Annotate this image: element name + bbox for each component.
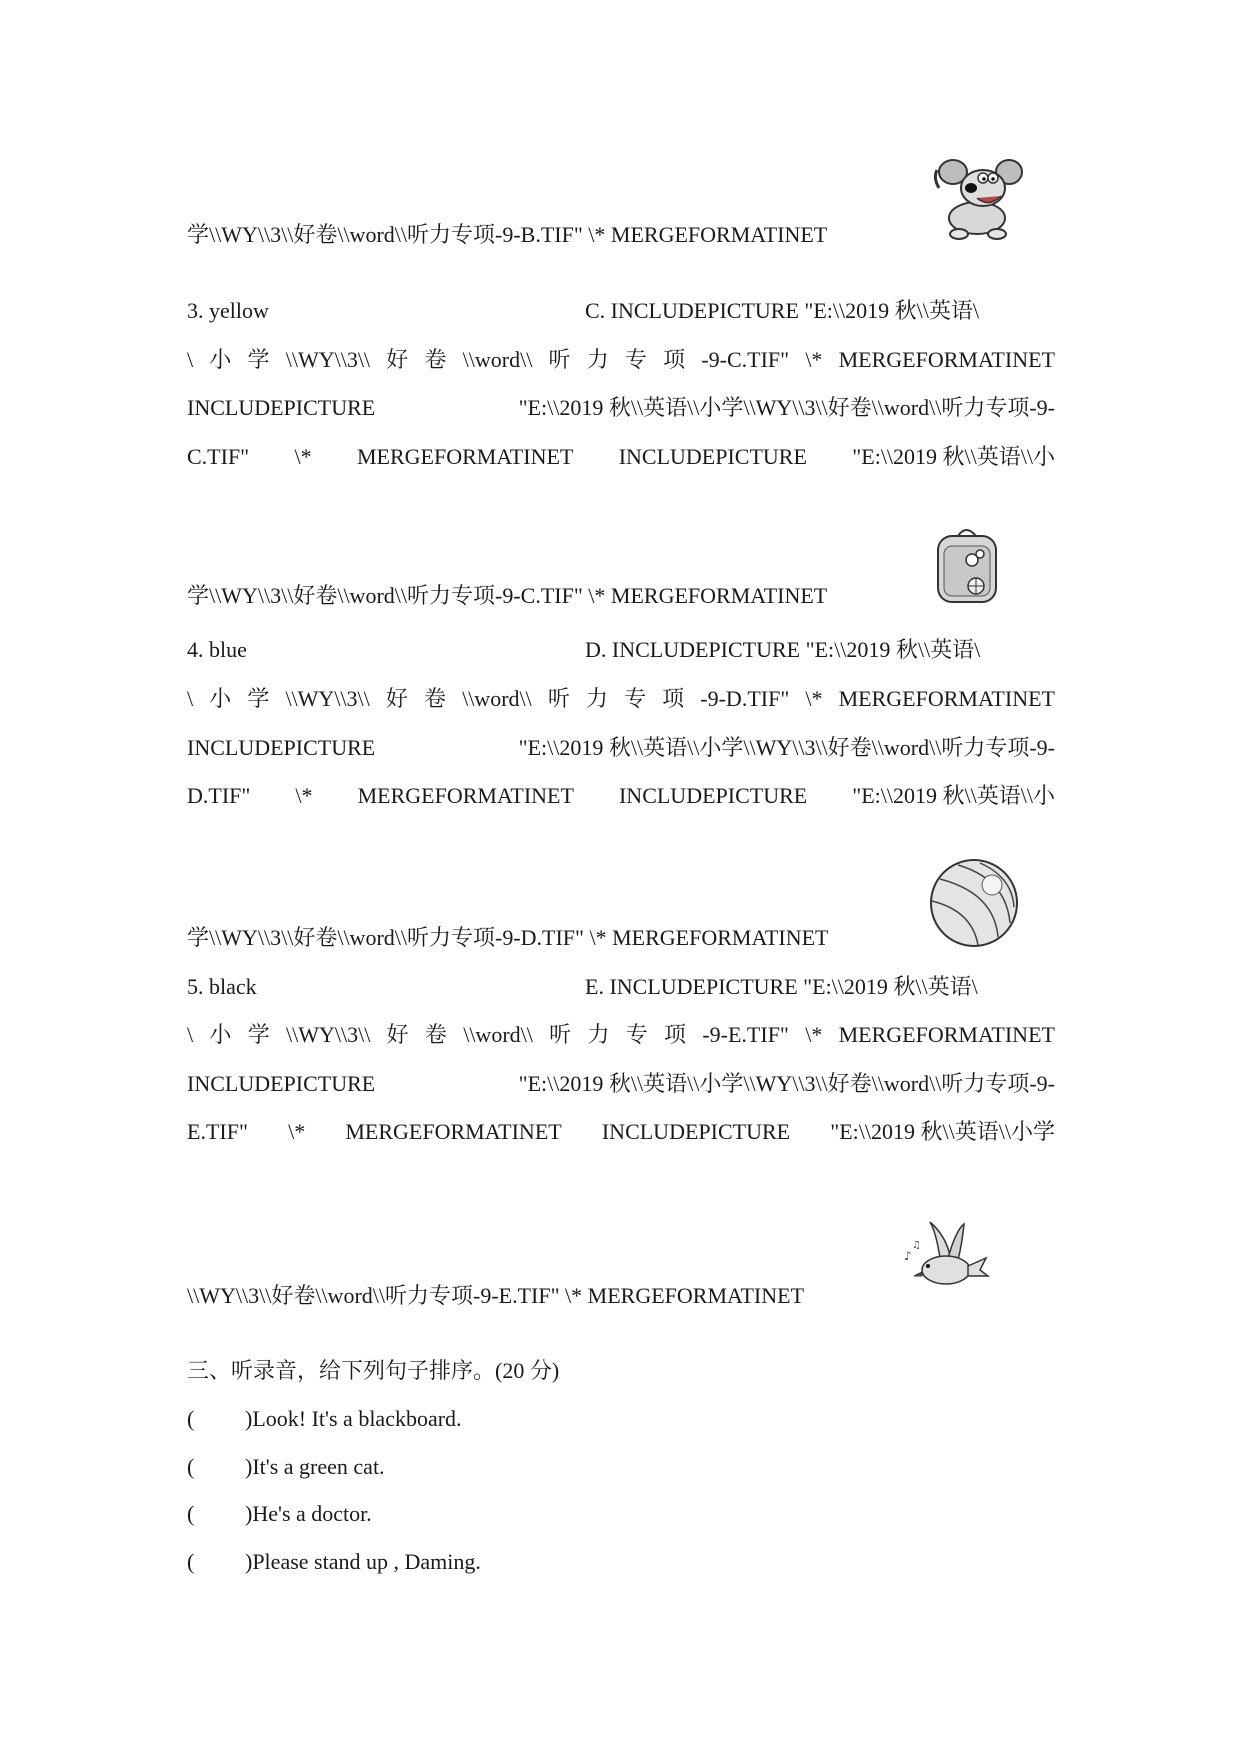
item-e-field-tail: \\WY\\3\\好卷\\word\\听力专项-9-E.TIF" \* MERGEFORMATINET [187, 1283, 805, 1308]
text-segment: 好 [385, 686, 408, 711]
text-segment: 小 [209, 1022, 232, 1047]
item-d-field-line-2 [187, 686, 1055, 712]
item-d-field-tail: 学\\WY\\3\\好卷\\word\\听力专项-9-D.TIF" \* MERGEFORMATINET [187, 925, 829, 950]
text-segment: "E:\\2019 秋\\英语\\小学\\WY\\3\\好卷\\word\\听力专项-9- [518, 735, 1055, 760]
item-c-field-line-4 [187, 444, 1055, 470]
item-c-field-line-2 [187, 347, 1055, 373]
backpack-picture [932, 524, 1002, 606]
text-segment: D.TIF" [187, 783, 251, 808]
text-segment: 听 [548, 347, 571, 372]
answer-blank[interactable]: ( [187, 1454, 195, 1479]
text-segment: "E:\\2019 秋\\英语\\小学\\WY\\3\\好卷\\word\\听力专项-9- [518, 395, 1055, 420]
item-e-field-line-2 [187, 1022, 1055, 1048]
text-segment: 听 [547, 686, 570, 711]
text-segment: "E:\\2019 秋\\英语\\小学\\WY\\3\\好卷\\word\\听力专项-9- [518, 1071, 1055, 1096]
text-segment: -9-D.TIF" [700, 686, 790, 711]
text-segment: MERGEFORMATINET [357, 783, 574, 808]
text-segment: 卷 [424, 1022, 447, 1047]
text-segment: INCLUDEPICTURE [187, 1071, 376, 1096]
text-segment: "E:\\2019 秋\\英语\\小 [852, 444, 1055, 469]
text-segment: INCLUDEPICTURE [601, 1119, 791, 1144]
item-d-field-line-4 [187, 783, 1055, 809]
text-segment: 好 [386, 1022, 409, 1047]
text-segment: \ [187, 1022, 194, 1047]
text-segment: 专 [624, 686, 647, 711]
text-segment: MERGEFORMATINET [838, 347, 1055, 372]
text-segment: \\word\\ [462, 347, 533, 372]
order-item [187, 1454, 385, 1480]
text-segment: 小 [209, 686, 232, 711]
text-segment: "E:\\2019 秋\\英语\\小学 [830, 1119, 1055, 1144]
text-segment: 力 [587, 1022, 610, 1047]
text-segment: \ [187, 347, 194, 372]
text-segment: \* [805, 686, 823, 711]
item-c-field-line-3 [187, 395, 1055, 421]
section-3-title: 三、听录音，给下列句子排序。(20 分) [187, 1358, 560, 1383]
text-segment: MERGEFORMATINET [838, 686, 1055, 711]
text-segment: \\WY\\3\\ [285, 347, 371, 372]
text-segment: \* [805, 1022, 823, 1047]
text-segment: E.TIF" [187, 1119, 248, 1144]
text-segment: 项 [664, 1022, 687, 1047]
text-segment: MERGEFORMATINET [345, 1119, 562, 1144]
item-c-field-tail: 学\\WY\\3\\好卷\\word\\听力专项-9-C.TIF" \* MERGEFORMATINET [187, 583, 828, 608]
text-segment: 学 [247, 1022, 270, 1047]
text-segment: MERGEFORMATINET [838, 1022, 1055, 1047]
text-segment: 卷 [424, 347, 447, 372]
sentence-text: )Please stand up , Daming. [245, 1549, 481, 1574]
text-segment: 听 [549, 1022, 572, 1047]
text-segment: 力 [585, 686, 608, 711]
text-segment: INCLUDEPICTURE [618, 783, 808, 808]
text-segment: \* [805, 347, 823, 372]
item-3-word: 3. yellow [187, 298, 269, 323]
text-segment: 项 [663, 347, 686, 372]
text-segment: -9-E.TIF" [702, 1022, 789, 1047]
answer-blank[interactable]: ( [187, 1501, 195, 1526]
item-e-option: E. INCLUDEPICTURE "E:\\2019 秋\\英语\ [585, 974, 978, 999]
text-segment: 力 [586, 347, 609, 372]
text-segment: MERGEFORMATINET [357, 444, 574, 469]
text-segment: 卷 [423, 686, 446, 711]
text-segment: \* [295, 783, 313, 808]
item-4-word: 4. blue [187, 637, 247, 662]
order-item [187, 1549, 481, 1575]
text-segment: 专 [625, 1022, 648, 1047]
text-segment: \\word\\ [463, 1022, 533, 1047]
text-segment: 小 [209, 347, 232, 372]
text-segment: 学 [247, 347, 270, 372]
text-segment: "E:\\2019 秋\\英语\\小 [852, 783, 1055, 808]
item-e-field-line-3 [187, 1071, 1055, 1097]
item-e-field-line-4 [187, 1119, 1055, 1145]
sentence-text: )He's a doctor. [245, 1501, 372, 1526]
text-segment: \* [294, 444, 312, 469]
sentence-text: )Look! It's a blackboard. [245, 1406, 462, 1431]
text-segment: \ [187, 686, 194, 711]
text-segment: 专 [624, 347, 647, 372]
text-segment: INCLUDEPICTURE [618, 444, 807, 469]
text-segment: \\word\\ [462, 686, 532, 711]
ball-picture [928, 857, 1020, 949]
bird-picture [900, 1218, 990, 1296]
svg-text:♫: ♫ [912, 1240, 921, 1251]
text-segment: \\WY\\3\\ [286, 1022, 371, 1047]
answer-blank[interactable]: ( [187, 1549, 195, 1574]
text-segment: \* [288, 1119, 306, 1144]
sentence-text: )It's a green cat. [245, 1454, 385, 1479]
item-d-option: D. INCLUDEPICTURE "E:\\2019 秋\\英语\ [585, 637, 981, 662]
dog-picture [925, 148, 1025, 244]
text-segment: INCLUDEPICTURE [187, 395, 376, 420]
text-segment: \\WY\\3\\ [285, 686, 370, 711]
text-segment: INCLUDEPICTURE [187, 735, 376, 760]
order-item [187, 1406, 462, 1432]
order-item [187, 1501, 372, 1527]
text-segment: 项 [662, 686, 685, 711]
answer-blank[interactable]: ( [187, 1406, 195, 1431]
text-segment: C.TIF" [187, 444, 250, 469]
text-segment: 学 [247, 686, 270, 711]
svg-text:♪: ♪ [904, 1249, 912, 1263]
item-d-field-line-3 [187, 735, 1055, 761]
item-5-word: 5. black [187, 974, 257, 999]
text-segment: -9-C.TIF" [701, 347, 790, 372]
item-c-option: C. INCLUDEPICTURE "E:\\2019 秋\\英语\ [585, 298, 979, 323]
picture-field-code-b-tail: 学\\WY\\3\\好卷\\word\\听力专项-9-B.TIF" \* MERGEFORMATINET [187, 222, 828, 247]
text-segment: 好 [386, 347, 409, 372]
